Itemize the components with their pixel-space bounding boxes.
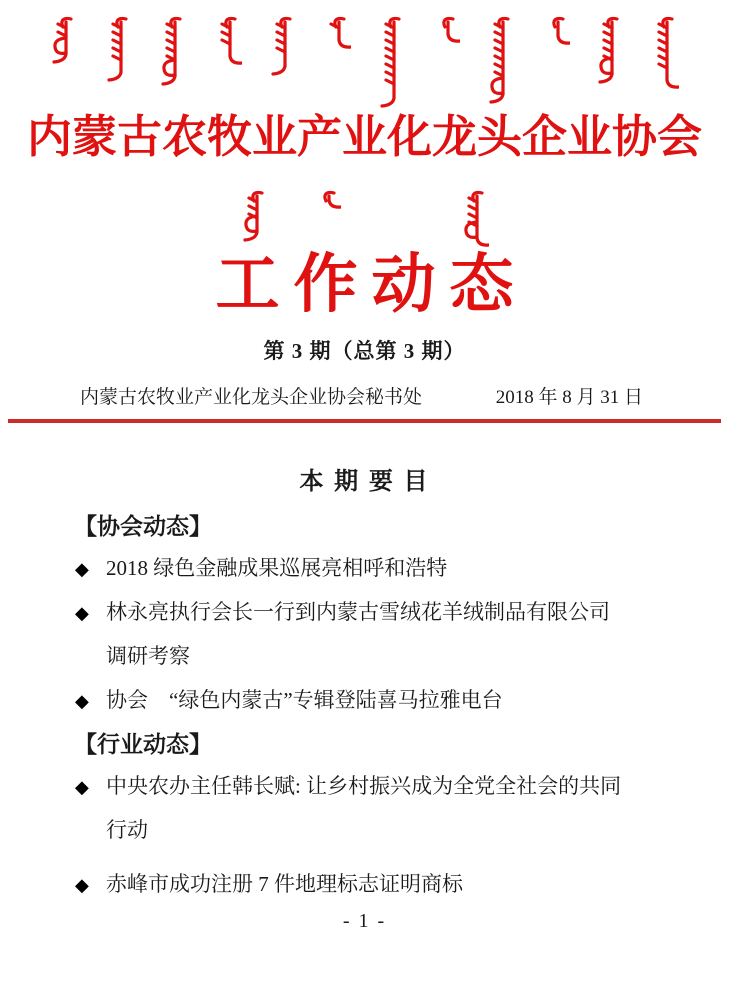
toc-item <box>0 862 729 906</box>
mongolian-word-glyph <box>378 14 406 114</box>
mongolian-word-glyph <box>241 188 269 248</box>
toc-item-text: 协会 “绿色内蒙古”专辑登陆喜马拉雅电台 <box>106 688 503 712</box>
mongolian-word-glyph <box>596 14 624 90</box>
toc-item-text: 赤峰市成功注册 7 件地理标志证明商标 <box>106 872 463 896</box>
toc-item-text: 中央农办主任韩长赋: 让乡村振兴成为全党全社会的共同 <box>106 774 622 798</box>
mongolian-word-glyph <box>323 14 351 56</box>
toc-item <box>0 590 729 678</box>
publication-info-row <box>0 386 729 410</box>
mongolian-word-glyph <box>432 14 460 50</box>
section-title-association-news: 【协会动态】 <box>74 513 212 539</box>
mongolian-word-wrap <box>241 188 269 248</box>
section-title-industry-news: 【行业动态】 <box>74 731 212 757</box>
publication-date: 2018 年 8 月 31 日 <box>495 387 643 408</box>
toc-item-text: 林永亮执行会长一行到内蒙古雪绒花羊绒制品有限公司 <box>106 600 610 624</box>
diamond-bullet-icon: ◆ <box>75 691 89 711</box>
mongolian-word-glyph <box>461 188 489 254</box>
diamond-bullet-icon: ◆ <box>75 875 89 895</box>
diamond-bullet-icon: ◆ <box>75 559 89 579</box>
bulletin-title: 工作动态 <box>215 249 528 320</box>
toc-item <box>0 764 729 852</box>
diamond-bullet-icon: ◆ <box>75 777 89 797</box>
mongolian-word-glyph <box>651 14 679 96</box>
page-number: - 1 - <box>342 910 387 932</box>
association-title: 内蒙古农牧业产业化龙头企业协会 <box>26 112 702 162</box>
toc-heading: 本 期 要 目 <box>299 468 430 495</box>
toc-item-text-continuation: 行动 <box>106 818 148 842</box>
mongolian-word-glyph <box>542 14 570 52</box>
toc-item <box>0 546 729 590</box>
mongolian-script-banner <box>0 14 729 108</box>
toc-item-text-continuation: 调研考察 <box>106 644 190 668</box>
mongolian-word-glyph <box>159 14 187 92</box>
diamond-bullet-icon: ◆ <box>75 603 89 623</box>
toc-item-text: 2018 绿色金融成果巡展亮相呼和浩特 <box>106 556 448 580</box>
mongolian-word-glyph <box>269 14 297 82</box>
publisher-name: 内蒙古农牧业产业化龙头企业协会秘书处 <box>80 387 423 408</box>
red-divider-rule <box>8 419 721 423</box>
mongolian-word-glyph <box>50 14 78 70</box>
mongolian-word-glyph <box>313 188 341 216</box>
mongolian-script-subtitle <box>0 188 729 248</box>
mongolian-word-glyph <box>487 14 515 110</box>
issue-number-line: 第 3 期（总第 3 期） <box>263 339 466 363</box>
toc-item <box>0 678 729 722</box>
mongolian-word-wrap <box>313 188 341 216</box>
mongolian-word-glyph <box>214 14 242 72</box>
newsletter-page <box>0 14 729 988</box>
mongolian-word-glyph <box>105 14 133 88</box>
